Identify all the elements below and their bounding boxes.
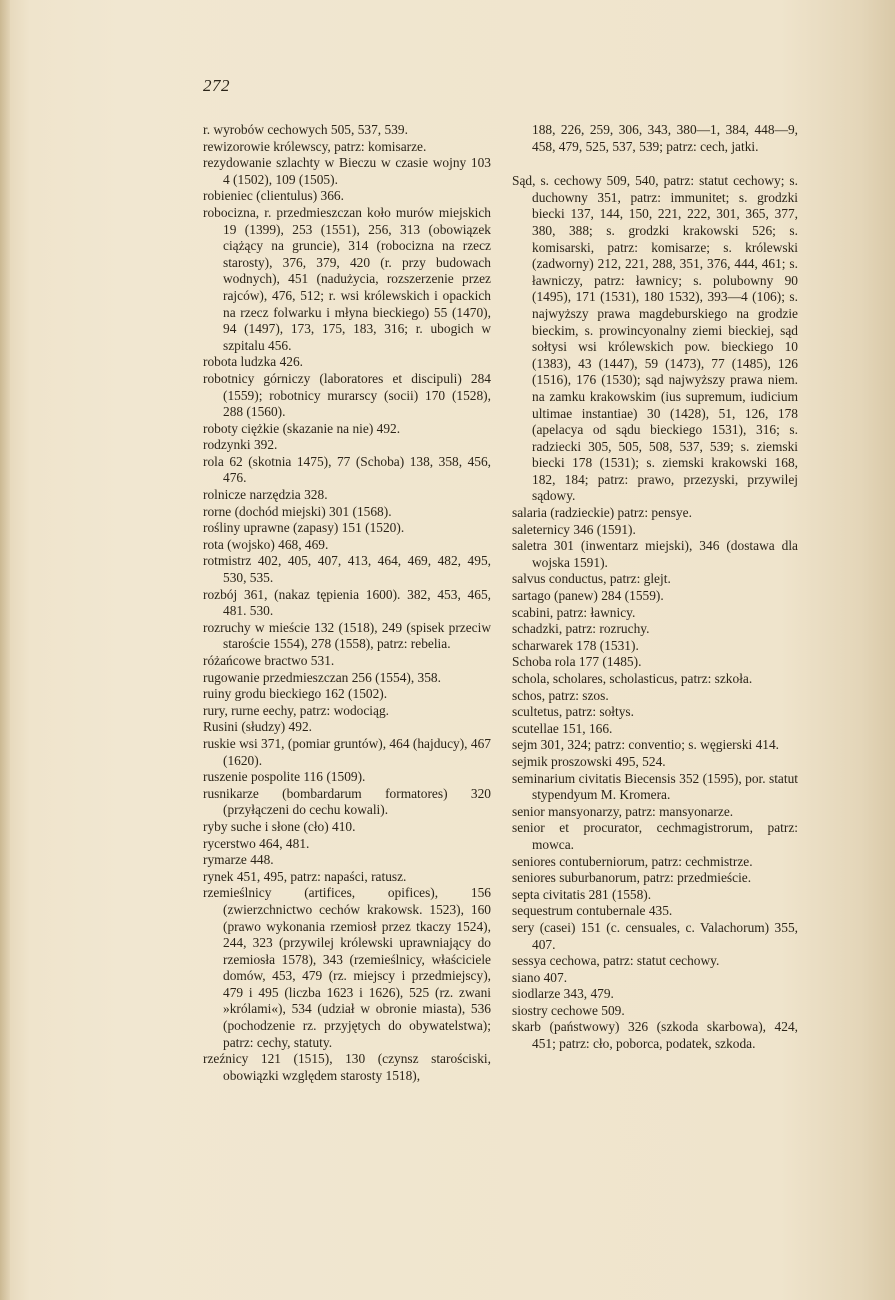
index-entry: sequestrum contubernale 435. bbox=[512, 903, 673, 919]
index-entry: seminarium civitatis Biecensis 352 (1595), por. statut stypendyum M. Kromera. bbox=[512, 770, 798, 803]
index-entry: rzeźnicy 121 (1515), 130 (czynsz starościski, obowiązki względem starosty 1518), bbox=[203, 1051, 491, 1083]
index-entry: rozbój 361, (nakaz tępienia 1600). 382, 453, 465, 481. 530. bbox=[203, 586, 491, 619]
index-entry: seniores contuberniorum, patrz: cechmistrze. bbox=[512, 853, 753, 869]
index-entry: sessya cechowa, patrz: statut cechowy. bbox=[512, 953, 720, 969]
index-entry: robotnicy górniczy (laboratores et discipuli) 284 (1559); robotnicy murarscy (socii) 170 (1528), 288 (1560). bbox=[203, 370, 491, 420]
index-entry: ruiny grodu bieckiego 162 (1502). bbox=[203, 686, 388, 702]
index-entry: senior mansyonarzy, patrz: mansyonarze. bbox=[512, 803, 734, 819]
index-entry: scharwarek 178 (1531). bbox=[512, 637, 639, 653]
index-entry: różańcowe bractwo 531. bbox=[203, 653, 335, 668]
index-entry: robota ludzka 426. bbox=[203, 354, 304, 370]
index-entry: salaria (radzieckie) patrz: pensye. bbox=[512, 505, 692, 521]
index-entry: rodzynki 392. bbox=[203, 437, 278, 453]
index-entry-continuation: 188, 226, 259, 306, 343, 380—1, 384, 448—9, 458, 479, 525, 537, 539; patrz: cech, jatki. bbox=[532, 122, 798, 154]
index-entry: sejmik proszowski 495, 524. bbox=[512, 753, 666, 769]
index-entry: rola 62 (skotnia 1475), 77 (Schoba) 138, 358, 456, 476. bbox=[203, 453, 491, 486]
index-entry: Sąd, s. cechowy 509, 540, patrz: statut cechowy; s. duchowny 351, patrz: immunitet; s. grodzki biecki 137, 144, 150, 221, 222, 301, 365, 377, 380, 388; s. grodzki krakowski 526; s. komisarski, patrz: komisarze; s. królewski (zadworny) 212, 221, 288, 351, 376, 444, 461; s. ławniczy, patrz: ławnicy; s. polubowny 90 (1495), 171 (1531), 180 1532), 393—4 (106); s. najwyższy prawa magdeburskiego na grodzie bieckim, s. prowincyonalny ziemi bieckiej, sąd sołtysi wsi królewskich pow. bieckiego 10 (1383), 43 (1447), 59 (1473), 77 (1485), 126 (1516), 176 (1530); sąd najwyższy prawa niem. na zamku krakowskim (ius supremum, iudicium ultimae instantiae) 30 (1428), 51, 126, 178 (apelacya od sądu bieckiego 1531), 316; s. radziecki 305, 505, 508, 537, 539; s. ziemski biecki 178 (1531); s. ziemski krakowski 168, 182, 184; patrz: prawo, przezyski, przywilej sądowy. bbox=[512, 173, 798, 504]
index-entry: rewizorowie królewscy, patrz: komisarze. bbox=[203, 138, 427, 154]
index-entry: scutellae 151, 166. bbox=[512, 720, 613, 736]
index-entry: robieniec (clientulus) 366. bbox=[203, 188, 344, 204]
index-entry: rezydowanie szlachty w Bieczu w czasie wojny 103 4 (1502), 109 (1505). bbox=[203, 155, 491, 187]
index-entry: rymarze 448. bbox=[203, 852, 274, 868]
index-entry: septa civitatis 281 (1558). bbox=[512, 886, 652, 902]
index-entry: rycerstwo 464, 481. bbox=[203, 835, 310, 851]
index-entry: schadzki, patrz: rozruchy. bbox=[512, 621, 650, 637]
index-entry: sartago (panew) 284 (1559). bbox=[512, 588, 664, 604]
page-number: 272 bbox=[203, 76, 230, 95]
index-entry: sejm 301, 324; patrz: conventio; s. węgierski 414. bbox=[512, 737, 780, 753]
index-entry: rury, rurne eechy, patrz: wodociąg. bbox=[203, 702, 390, 718]
index-entry: rorne (dochód miejski) 301 (1568). bbox=[203, 503, 392, 519]
index-entry: rolnicze narzędzia 328. bbox=[203, 487, 328, 503]
index-entry: siostry cechowe 509. bbox=[512, 1002, 625, 1018]
index-entry: salvus conductus, patrz: glejt. bbox=[512, 571, 671, 587]
index-entry: sery (casei) 151 (c. censuales, c. Valachorum) 355, 407. bbox=[512, 919, 798, 952]
index-entry: ruszenie pospolite 116 (1509). bbox=[203, 769, 366, 785]
page-spine-shadow bbox=[0, 0, 10, 1300]
index-entry: siodlarze 343, 479. bbox=[512, 986, 614, 1002]
index-entry: skarb (państwowy) 326 (szkoda skarbowa), 424, 451; patrz: cło, poborca, podatek, szkoda. bbox=[512, 1019, 798, 1052]
index-entry: schos, patrz: szos. bbox=[512, 687, 609, 703]
index-entry: roboty ciężkie (skazanie na nie) 492. bbox=[203, 420, 401, 436]
index-entry: rotmistrz 402, 405, 407, 413, 464, 469, 482, 495, 530, 535. bbox=[203, 553, 491, 586]
left-index-column bbox=[203, 122, 491, 1084]
index-entry: Rusini (słudzy) 492. bbox=[203, 719, 312, 735]
index-entry: scultetus, patrz: sołtys. bbox=[512, 704, 634, 720]
index-entry: saletra 301 (inwentarz miejski), 346 (dostawa dla wojska 1591). bbox=[512, 538, 798, 570]
index-entry: seniores suburbanorum, patrz: przedmieście. bbox=[512, 870, 752, 886]
index-entry: saleternicy 346 (1591). bbox=[512, 521, 636, 537]
index-entry: rośliny uprawne (zapasy) 151 (1520). bbox=[203, 520, 405, 536]
index-entry: r. wyrobów cechowych 505, 537, 539. bbox=[203, 122, 408, 137]
index-entry: robocizna, r. przedmieszczan koło murów miejskich 19 (1399), 253 (1551), 256, 313 (obowiązek ciążący na gruncie), 314 (robocizna na rzecz starosty), 376, 379, 420 (r. przy budowach wodnych), 451 (nadużycia, rozszerzenie przez rajców), 476, 512; r. wsi królewskich i opackich na rzecz folwarku i młyna bieckiego) 55 (1470), 94 (1497), 173, 175, 183, 316; r. ubogich w szpitalu 456. bbox=[203, 204, 491, 353]
right-index-column bbox=[512, 122, 798, 1053]
index-entry: ryby suche i słone (cło) 410. bbox=[203, 818, 356, 834]
index-entry: Schoba rola 177 (1485). bbox=[512, 654, 642, 670]
index-entry: scabini, patrz: ławnicy. bbox=[512, 604, 636, 620]
index-entry: schola, scholares, scholasticus, patrz: szkoła. bbox=[512, 671, 753, 686]
index-entry: senior et procurator, cechmagistrorum, patrz: mowca. bbox=[512, 820, 798, 852]
index-entry: rzemieślnicy (artifices, opifices), 156 (zwierzchnictwo cechów krakowsk. 1523), 160 (prawo wykonania rzemiosł przez tkaczy 1524), 244, 323 (przywilej królewski uprawniający do rzemiosła 1578), 343 (rzemieślnicy, właściciele domów, 453, 479 (rz. miejscy i przedmiejscy), 479 i 495 (liczba 1623 i 1626), 525 (rz. zwani »królami«), 534 (udział w obronie miasta), 536 (pochodzenie rz. przyjętych do obywatelstwa); patrz: cechy, statuty. bbox=[203, 885, 491, 1050]
index-entry: ruskie wsi 371, (pomiar gruntów), 464 (hajducy), 467 (1620). bbox=[203, 735, 491, 768]
index-entry: rozruchy w mieście 132 (1518), 249 (spisek przeciw staroście 1554), 278 (1558), patrz: rebelia. bbox=[203, 619, 491, 652]
index-entry: siano 407. bbox=[512, 969, 568, 985]
index-entry: rusnikarze (bombardarum formatores) 320 (przyłączeni do cechu kowali). bbox=[203, 785, 491, 818]
index-entry: rota (wojsko) 468, 469. bbox=[203, 536, 329, 552]
index-entry: rynek 451, 495, patrz: napaści, ratusz. bbox=[203, 868, 407, 884]
index-entry: rugowanie przedmieszczan 256 (1554), 358. bbox=[203, 669, 441, 685]
